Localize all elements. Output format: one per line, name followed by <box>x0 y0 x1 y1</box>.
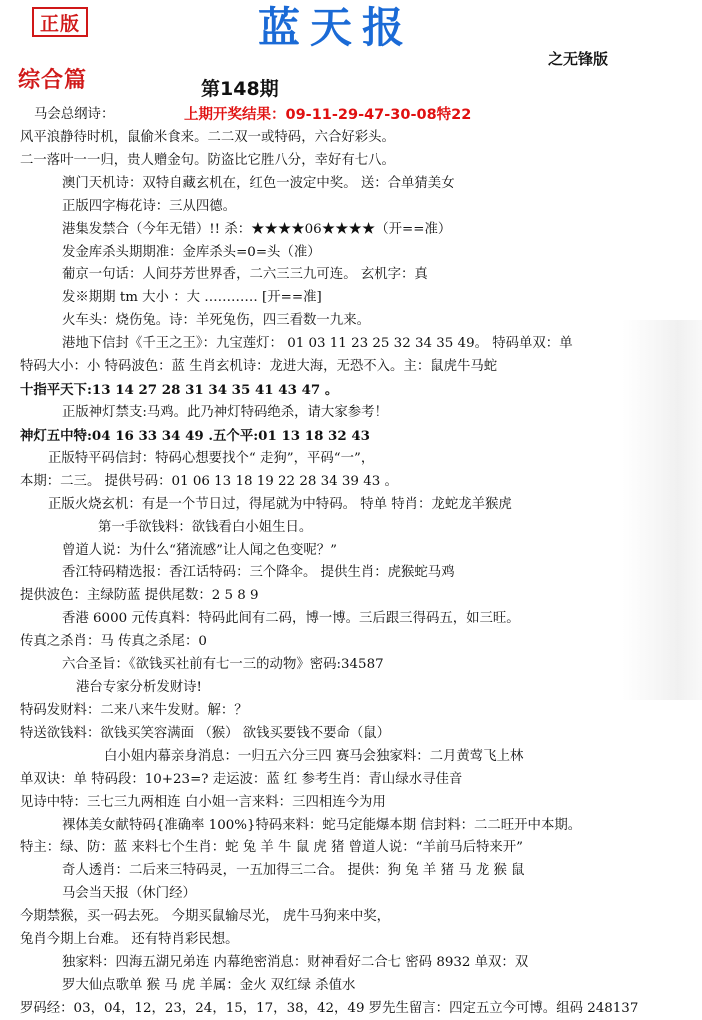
text-line: 裸体美女献特码{准确率 100%}特码来料：蛇马定能爆本期 信封料：二二旺开中本期。 <box>62 817 582 833</box>
text-line: 港地下信封《千王之王》：九宝莲灯： 01 03 11 23 25 32 34 35 49。 特码单双：单 <box>62 336 573 352</box>
text-line: 单双诀：单 特码段：10+23=? 走运波：蓝 红 参考生肖：青山绿水寻佳音 <box>20 771 463 787</box>
text-line: 港集发禁合（今年无错）!! 杀：★★★★06★★★★（开==准） <box>62 221 452 237</box>
text-line: 港台专家分析发财诗! <box>76 680 202 696</box>
text-line: 见诗中特：三七三九两相连 白小姐一言来料：三四相连今为用 <box>20 794 386 810</box>
text-line: 独家料：四海五湖兄弟连 内幕绝密消息：财神看好二合七 密码 8932 单双：双 <box>62 955 529 971</box>
text-line: 火车头：烧伤兔。诗：羊死兔伤，四三看数一九来。 <box>62 313 370 329</box>
text-line: 澳门天机诗：双特自藏玄机在，红色一波定中奖。 送：合单猜美女 <box>62 175 455 191</box>
text-line: 第一手欲钱料：欲钱看白小姐生日。 <box>98 519 313 535</box>
text-line: 上期开奖结果：09-11-29-47-30-08特22 <box>184 107 472 123</box>
background-watermark <box>622 320 702 700</box>
text-line: 发※期期 tm 大小 ：大 ………… [开==准] <box>62 290 322 306</box>
text-line: 特码大小：小 特码波色：蓝 生肖玄机诗：龙进大海，无恐不入。主：鼠虎牛马蛇 <box>20 359 498 375</box>
text-line: 罗大仙点歌单 猴 马 虎 羊属：金火 双红绿 杀值水 <box>62 978 356 993</box>
text-line: 发金库杀头期期准：金库杀头=0=头（准） <box>62 244 321 260</box>
text-line: 葡京一句话：人间芬芳世界香，二六三三九可连。 玄机字：真 <box>62 267 428 283</box>
issue-number: 第148期 <box>201 78 279 100</box>
text-line: 本期：二三。 提供号码：01 06 13 18 19 22 28 34 39 43 。 <box>20 473 398 489</box>
text-line: 白小姐内幕亲身消息：一归五六分三四 赛马会独家料：二月黄莺飞上林 <box>104 748 524 764</box>
text-line: 马会总纲诗： <box>34 107 115 122</box>
text-line: 正版四字梅花诗：三从四德。 <box>62 198 237 214</box>
genuine-badge: 正版 <box>32 7 88 37</box>
text-line: 二一落叶一一归，贵人赠金句。防盗比它胜八分，幸好有七八。 <box>20 152 395 168</box>
text-line: 特码发财料：二来八来牛发财。解：？ <box>20 702 248 718</box>
text-line: 提供波色：主绿防蓝 提供尾数：2 5 8 9 <box>20 588 259 604</box>
edition-label: 之无锋版 <box>548 50 609 68</box>
text-line: 风平浪静待时机，鼠偷米食来。二二双一或特码，六合好彩头。 <box>20 129 395 145</box>
text-line: 兔肖今期上台难。 还有特肖彩民想。 <box>20 932 239 948</box>
text-line: 曾道人说：为什么“猪流感”让人闻之色变呢？” <box>62 542 337 558</box>
text-line: 马会当天报（休门经） <box>62 886 196 902</box>
text-line: 香港 6000 元传真料：特码此间有二码，博一博。三后跟三得码五，如三旺。 <box>62 611 520 627</box>
text-line: 神灯五中特:04 16 33 34 49 .五个平:01 13 18 32 43 <box>20 427 370 444</box>
text-line: 正版神灯禁支:马鸡。此乃神灯特码绝杀，请大家参考！ <box>62 404 388 420</box>
text-line: 特送欲钱料：欲钱买笑容满面 （猴） 欲钱买要钱不要命（鼠） <box>20 725 391 741</box>
text-line: 奇人透肖：二后来三特码灵，一五加得三二合。 提供：狗 兔 羊 猪 马 龙 猴 鼠 <box>62 863 525 879</box>
text-line: 正版火烧玄机：有是一个节日过，得尾就为中特码。 特单 特肖：龙蛇龙羊猴虎 <box>48 496 512 512</box>
text-line: 特主：绿、防：蓝 来料七个生肖：蛇 兔 羊 牛 鼠 虎 猪 曾道人说：“羊前马后特来开” <box>20 840 524 856</box>
text-line: 十指平天下:13 14 27 28 31 34 35 41 43 47 。 <box>20 382 339 399</box>
text-line: 香江特码精选报：香江话特码：三个降伞。 提供生肖：虎猴蛇马鸡 <box>62 565 455 581</box>
text-line: 传真之杀肖：马 传真之杀尾：0 <box>20 634 207 650</box>
text-line: 今期禁猴，买一码去死。 今期买鼠输尽光， 虎牛马狗来中奖， <box>20 909 391 925</box>
section-heading: 综合篇 <box>18 67 88 93</box>
text-line: 正版特平码信封：特码心想要找个“ 走狗”，平码“一”， <box>48 450 375 466</box>
newspaper-title: 蓝天报 <box>257 3 414 52</box>
text-line: 六合圣旨：《欲钱买社前有七一三的动物》密码:34587 <box>62 657 384 673</box>
text-line: 罗码经：03，04，12，23，24，15，17，38，42，49 罗先生留言：四定五立今可博。组码 248137 <box>20 1000 639 1016</box>
